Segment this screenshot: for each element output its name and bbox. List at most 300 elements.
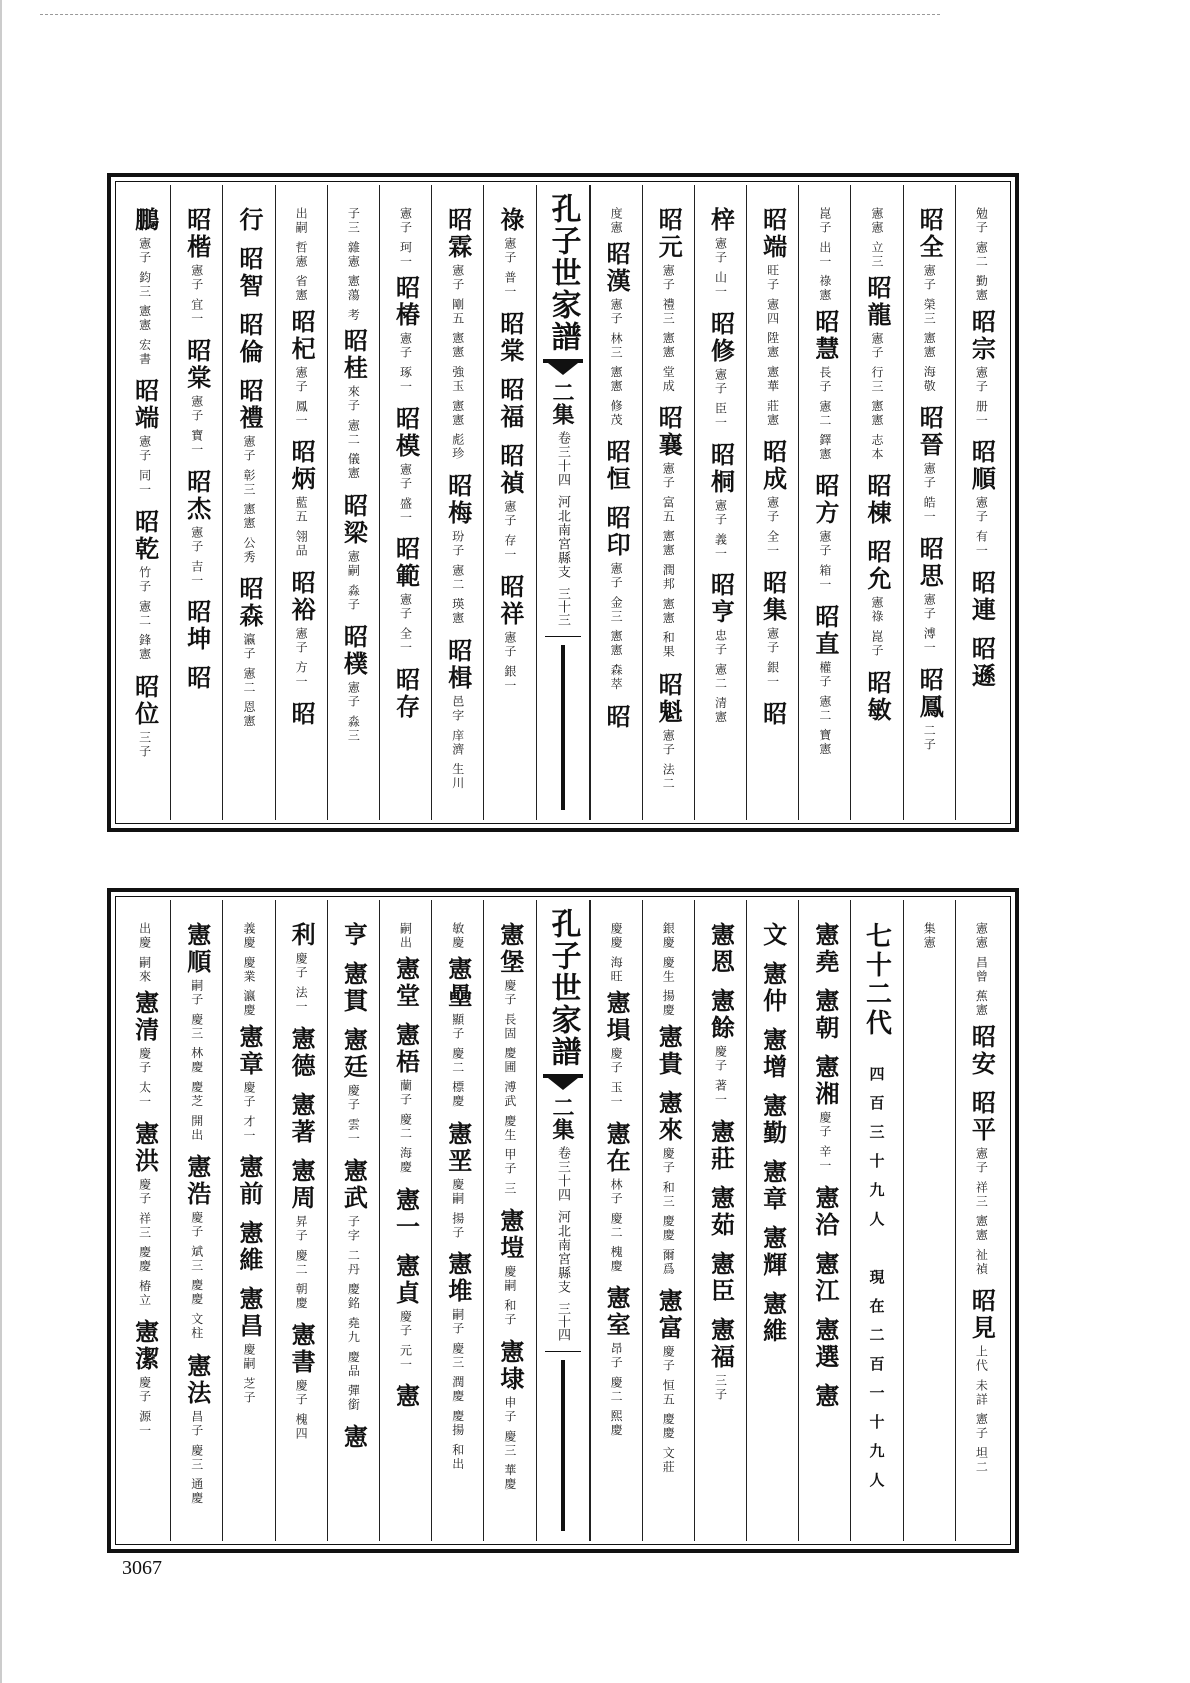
entry	[443, 638, 473, 791]
person-note: 憲子 册一	[974, 365, 989, 428]
entry	[810, 1251, 840, 1305]
person-name: 鵬	[130, 207, 160, 234]
person-name: 昭平	[967, 1089, 997, 1144]
entry	[653, 672, 683, 791]
entry	[286, 570, 316, 689]
person-note: 憲子 銀一	[502, 630, 517, 693]
entry	[705, 922, 735, 976]
entry	[495, 377, 525, 431]
column	[590, 185, 642, 820]
entry	[495, 311, 525, 365]
entry	[182, 1154, 212, 1340]
person-name: 昭端	[130, 378, 160, 433]
person-name: 昭福	[495, 376, 525, 431]
entry	[495, 207, 525, 299]
entry	[810, 1185, 840, 1239]
entry	[966, 1288, 996, 1474]
entry	[391, 1187, 421, 1241]
person-name: 憲	[810, 1382, 840, 1410]
column-note: 憲憲 昌曾 蕉憲	[974, 922, 989, 1018]
entry	[286, 922, 316, 1014]
person-name: 憲堂	[391, 956, 421, 1010]
center-separator	[545, 636, 581, 637]
person-name: 昭見	[967, 1288, 997, 1343]
column-note: 崑子 出一 祿憲	[817, 207, 832, 303]
person-note: 慶嗣 芝子	[241, 1343, 256, 1406]
column	[119, 900, 170, 1541]
entry	[653, 405, 683, 659]
person-name: 昭恒	[602, 439, 632, 494]
person-note: 憲子 金三 憲憲 森萃	[609, 562, 624, 692]
person-name: 憲仲	[758, 961, 788, 1015]
person-note: 憲子 臣一	[713, 367, 728, 430]
person-note: 憲子 寶一	[189, 394, 204, 457]
entry	[810, 1317, 840, 1371]
genealogy-page-top	[107, 173, 1019, 832]
entry	[338, 1158, 368, 1412]
person-note: 邑字 庠濟 生川	[450, 694, 465, 791]
entry	[966, 1024, 996, 1078]
entry	[914, 667, 944, 752]
person-name: 憲周	[287, 1157, 317, 1212]
entry	[862, 473, 892, 527]
person-name: 憲在	[602, 1120, 632, 1175]
entry	[391, 275, 421, 394]
person-name: 憲勤	[758, 1093, 788, 1147]
person-note: 憲子 琢一	[398, 331, 413, 394]
columns-top	[119, 185, 1007, 820]
person-note: 憲子 普一	[502, 237, 517, 299]
entry	[810, 1054, 840, 1173]
person-name: 昭允	[863, 539, 893, 594]
entry	[338, 961, 368, 1015]
person-name: 憲室	[602, 1285, 632, 1340]
column-note: 憲憲 立三	[870, 207, 885, 269]
person-note: 慶子 祥三 慶慶 椿立	[137, 1177, 152, 1308]
person-note: 憲子 鳳一	[294, 365, 309, 428]
entry	[182, 207, 212, 326]
entry	[601, 439, 631, 493]
person-note: 慶嗣 和子	[502, 1264, 517, 1327]
person-note: 憲子 山一	[713, 237, 728, 299]
person-note: 來子 憲二 儀憲	[346, 385, 361, 482]
person-note: 憲子 行三 憲憲 志本	[870, 331, 885, 462]
person-name: 憲章	[234, 1023, 264, 1078]
entry	[391, 536, 421, 655]
person-name: 憲埭	[495, 1338, 525, 1393]
entry	[601, 1121, 631, 1274]
person-note: 慶子 長固 慶圃 溥武 慶生 甲子 三	[502, 979, 517, 1196]
entry	[130, 990, 160, 1109]
column	[327, 900, 379, 1541]
person-note: 憲子 淼三	[346, 680, 361, 743]
entry	[130, 509, 160, 662]
entry	[391, 1022, 421, 1175]
person-name: 憲選	[810, 1316, 840, 1371]
person-note: 憲子 溥一	[922, 593, 937, 656]
person-name: 昭敏	[863, 670, 893, 725]
person-note: 憲子 吉一	[189, 525, 204, 588]
entry	[966, 1090, 996, 1276]
column	[798, 900, 850, 1541]
person-note: 昂子 慶二 熙慶	[609, 1342, 624, 1438]
person-name: 憲	[339, 1423, 369, 1451]
entry	[758, 922, 788, 949]
person-name: 憲著	[287, 1091, 317, 1146]
person-name: 昭桐	[706, 441, 736, 496]
entry	[810, 473, 840, 592]
person-name: 憲潔	[130, 1319, 160, 1374]
entry	[867, 1050, 888, 1501]
entry	[286, 309, 316, 428]
entry	[705, 311, 735, 430]
person-note: 三子	[137, 730, 152, 759]
entry	[286, 439, 316, 558]
person-name: 昭	[602, 703, 632, 731]
column	[170, 900, 222, 1541]
person-note: 憲子 全一	[765, 496, 780, 559]
person-name: 憲臣	[706, 1250, 736, 1305]
person-note: 憲祿 崑子	[870, 596, 885, 659]
columns-bottom	[119, 900, 1007, 1541]
person-name: 昭元	[654, 207, 684, 261]
person-name: 憲壘	[443, 956, 473, 1010]
person-note: 昇子 慶二 朝慶	[294, 1214, 309, 1311]
person-name: 憲洽	[810, 1184, 840, 1239]
leaf-number: 三十三	[555, 587, 570, 626]
person-name: 昭成	[758, 439, 788, 494]
person-name: 昭棠	[182, 337, 212, 392]
person-note: 慶子 法一	[294, 952, 309, 1014]
entry	[338, 1027, 368, 1146]
entry	[966, 439, 996, 558]
person-name: 憲福	[706, 1316, 736, 1371]
book-title: 孔子世家譜	[545, 908, 581, 1068]
person-note: 憲子 全一	[398, 593, 413, 656]
page-edge	[0, 0, 2, 1683]
person-name: 昭直	[810, 604, 840, 659]
person-note: 慶子 才一	[241, 1080, 256, 1143]
entry	[601, 241, 631, 427]
center-column	[536, 900, 590, 1541]
person-name: 昭	[182, 665, 212, 693]
entry	[234, 1286, 264, 1405]
person-name: 憲堡	[495, 922, 525, 976]
column	[850, 900, 902, 1541]
person-name: 憲富	[654, 1288, 684, 1343]
entry	[810, 988, 840, 1042]
person-name: 憲茹	[706, 1184, 736, 1239]
book-title: 孔子世家譜	[545, 193, 581, 353]
person-name: 憲貴	[654, 1023, 684, 1078]
person-name: 昭禮	[234, 378, 264, 432]
person-name: 昭模	[391, 405, 421, 460]
volume-label: 卷三十四	[555, 1146, 570, 1202]
column-note: 勉子 憲二 勤憲	[974, 207, 989, 303]
person-name: 憲清	[130, 989, 160, 1044]
person-name: 憲來	[654, 1089, 684, 1144]
person-name: 憲餘	[706, 988, 736, 1042]
column	[903, 900, 955, 1541]
person-name: 憲輝	[758, 1225, 788, 1279]
person-name: 祿	[495, 207, 525, 234]
person-note: 慶嗣 揚子	[450, 1177, 465, 1240]
entry	[653, 1090, 683, 1276]
entry	[758, 701, 788, 728]
branch-label: 河北南宮縣支	[555, 1210, 570, 1294]
person-note: 嗣子 慶三 林慶 慶芝 開出	[189, 979, 204, 1143]
person-note: 憲子 榮三 憲憲 海敬	[922, 264, 937, 394]
entry	[234, 1220, 264, 1274]
entry	[443, 956, 473, 1109]
center-bar	[561, 645, 565, 810]
person-name: 憲一	[391, 1186, 421, 1241]
entry	[286, 1322, 316, 1441]
column	[903, 185, 955, 820]
person-name: 昭襄	[654, 405, 684, 460]
entry	[810, 1383, 840, 1410]
column	[431, 900, 483, 1541]
person-name: 昭智	[234, 246, 264, 300]
entry	[338, 493, 368, 612]
person-name: 昭範	[391, 536, 421, 591]
person-name: 昭倫	[234, 312, 264, 366]
entry	[758, 439, 788, 558]
person-note: 憲子 同一	[137, 435, 152, 498]
entry	[182, 599, 212, 653]
entry	[182, 469, 212, 588]
entry	[338, 328, 368, 481]
section-label: 二集	[549, 1096, 575, 1140]
column	[694, 185, 746, 820]
entry	[705, 442, 735, 561]
person-note: 昌子 慶三 通慶	[189, 1409, 204, 1506]
person-name: 憲江	[810, 1250, 840, 1305]
person-name: 昭印	[602, 505, 632, 560]
person-note: 顯子 慶二 標慶	[450, 1013, 465, 1109]
branch-label: 河北南宮縣支	[555, 495, 570, 579]
column	[694, 900, 746, 1541]
person-name: 憲前	[234, 1154, 264, 1209]
person-name: 昭楷	[182, 207, 212, 261]
person-name: 昭鳳	[915, 667, 945, 722]
column-note: 慶慶 海旺	[609, 922, 624, 984]
column-note: 子三 雜憲 憲蕩 考	[346, 207, 361, 323]
entry	[234, 246, 264, 300]
person-note: 憲子 林三 憲憲 修茂	[609, 298, 624, 428]
person-name: 憲塏	[495, 1207, 525, 1262]
person-note: 憲子 禮三 憲憲 堂成	[661, 264, 676, 394]
person-name: 昭桂	[339, 328, 369, 383]
person-note: 慶子 著一	[713, 1045, 728, 1107]
entry	[286, 701, 316, 728]
person-note: 竹子 憲二 鋒憲	[137, 566, 152, 662]
person-name: 昭森	[234, 576, 264, 631]
person-note: 憲子 箱一	[817, 530, 832, 593]
person-name: 昭慧	[810, 308, 840, 363]
person-name: 昭連	[967, 570, 997, 625]
entry	[286, 1158, 316, 1311]
generation-heading: 七十二代	[861, 922, 892, 1038]
column-note: 度憲	[609, 207, 624, 235]
person-note: 上代 未詳 憲子 坦二	[974, 1345, 989, 1475]
entry	[391, 1383, 421, 1410]
column-note: 出慶 嗣來	[137, 922, 152, 984]
person-name: 昭梅	[443, 473, 473, 528]
entry	[443, 1251, 473, 1471]
person-name: 憲順	[182, 922, 212, 976]
person-note: 嗣子 慶三 潤慶 慶揚 和出	[450, 1308, 465, 1472]
person-name: 昭杞	[287, 308, 317, 363]
person-name: 昭棟	[863, 473, 893, 528]
entry	[443, 473, 473, 626]
entry	[862, 670, 892, 724]
column	[798, 185, 850, 820]
person-name: 昭樸	[339, 623, 369, 678]
person-name: 憲洪	[130, 1120, 160, 1175]
person-note: 忠子 憲二 清憲	[713, 629, 728, 726]
center-separator	[545, 1351, 581, 1352]
column	[379, 900, 431, 1541]
entry	[653, 207, 683, 393]
entry	[443, 1121, 473, 1240]
person-note: 蘭子 慶二 海慶	[398, 1079, 413, 1175]
person-name: 昭方	[810, 473, 840, 528]
entry	[862, 539, 892, 658]
column	[955, 185, 1007, 820]
entry	[182, 338, 212, 457]
entry	[705, 988, 735, 1107]
person-name: 昭龍	[863, 274, 893, 329]
person-note: 二子	[922, 724, 937, 753]
person-name: 昭	[758, 700, 788, 728]
person-name: 憲貫	[339, 961, 369, 1015]
entry	[338, 624, 368, 743]
fish-tail-mark	[543, 1074, 583, 1090]
person-note: 長子 憲二 鐸憲	[817, 365, 832, 462]
entry	[653, 1024, 683, 1078]
entry	[338, 1424, 368, 1451]
person-note: 憲子 盛一	[398, 462, 413, 525]
generation-count: 四百三十九人 現在二百一十九人	[867, 1066, 886, 1501]
entry	[705, 1251, 735, 1305]
person-note: 慶子 玉一	[609, 1046, 624, 1109]
person-name: 昭漢	[602, 241, 632, 295]
person-name: 昭禎	[495, 442, 525, 497]
column	[483, 185, 535, 820]
entry	[914, 405, 944, 524]
person-name: 憲德	[287, 1025, 317, 1080]
entry	[234, 576, 264, 729]
person-note: 慶子 斌三 慶慶 文柱	[189, 1211, 204, 1341]
entry	[705, 1119, 735, 1173]
person-name: 昭祥	[495, 573, 525, 628]
entry	[286, 1026, 316, 1080]
column	[746, 900, 798, 1541]
page-number: 3067	[122, 1557, 162, 1579]
person-name: 憲垩	[443, 1120, 473, 1175]
entry	[758, 1093, 788, 1147]
person-note: 憲子 剛五 憲憲 強玉 憲憲 彪珍	[450, 264, 465, 462]
person-note: 權子 憲二 寶憲	[817, 661, 832, 757]
person-note: 憲子 彰三 憲憲 公秀	[241, 435, 256, 565]
person-name: 昭宗	[967, 308, 997, 363]
entry	[862, 275, 892, 461]
center-column	[536, 185, 590, 820]
column	[642, 900, 694, 1541]
genealogy-page-bottom	[107, 888, 1019, 1553]
person-name: 憲浩	[182, 1154, 212, 1209]
entry	[601, 505, 631, 691]
person-name: 憲增	[758, 1027, 788, 1081]
person-name: 憲武	[339, 1157, 369, 1212]
person-name: 昭思	[915, 536, 945, 591]
person-name: 憲朝	[810, 988, 840, 1042]
column-note: 義慶 慶業 瀛慶	[241, 922, 256, 1018]
entry	[705, 1185, 735, 1239]
person-note: 玢子 憲二 瑛憲	[450, 530, 465, 626]
entry	[495, 1208, 525, 1327]
center-bar	[561, 1360, 565, 1531]
entry	[130, 1121, 160, 1307]
person-note: 憲子 有一	[974, 496, 989, 559]
person-note: 憲嗣 淼子	[346, 550, 361, 612]
person-name: 憲書	[287, 1322, 317, 1377]
person-note: 憲子 皓一	[922, 462, 937, 525]
person-name: 行	[234, 207, 264, 234]
person-note: 慶子 太一	[137, 1046, 152, 1109]
person-name: 憲維	[234, 1220, 264, 1275]
entry	[495, 1339, 525, 1492]
column	[431, 185, 483, 820]
column	[222, 185, 274, 820]
column	[955, 900, 1007, 1541]
entry	[182, 665, 212, 692]
person-note: 憲子 法二	[661, 728, 676, 791]
column-note: 憲子 珂一	[398, 207, 413, 269]
person-name: 昭位	[130, 673, 160, 728]
entry	[705, 207, 735, 299]
person-name: 昭晉	[915, 405, 945, 460]
person-note: 憲子 義一	[713, 498, 728, 561]
person-name: 昭杰	[182, 468, 212, 523]
person-name: 梓	[706, 207, 736, 234]
person-name: 憲昌	[234, 1286, 264, 1341]
person-note: 慶子 元一	[398, 1309, 413, 1372]
column	[379, 185, 431, 820]
entry	[130, 207, 160, 366]
column	[275, 900, 327, 1541]
entry	[234, 207, 264, 234]
column-note: 出嗣 哲憲 省憲	[294, 207, 309, 303]
column	[642, 185, 694, 820]
entry	[705, 572, 735, 725]
person-name: 憲維	[758, 1291, 788, 1345]
person-name: 文	[758, 922, 788, 949]
entry	[810, 922, 840, 976]
person-note: 憲子 祥三 憲憲 祉禎	[974, 1146, 989, 1277]
entry	[182, 1353, 212, 1506]
column-note: 銀慶 慶生 揚慶	[661, 922, 676, 1018]
column	[483, 900, 535, 1541]
entry	[391, 406, 421, 525]
fish-tail-mark	[543, 359, 583, 375]
person-note: 藍五 翎品	[294, 496, 309, 559]
person-name: 昭	[287, 701, 317, 729]
person-name: 憲恩	[706, 922, 736, 976]
entry	[758, 1027, 788, 1081]
person-name: 憲堯	[810, 922, 840, 976]
